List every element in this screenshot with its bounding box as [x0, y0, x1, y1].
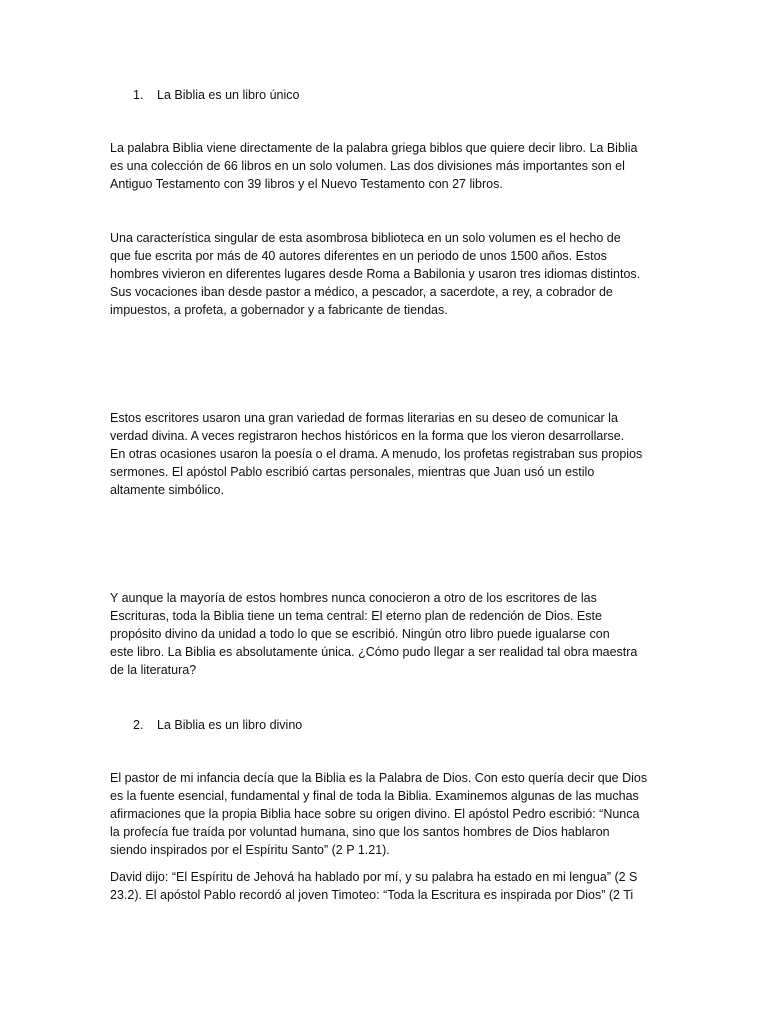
paragraph-line: afirmaciones que la propia Biblia hace sobre su origen divino. El apóstol Pedro escribió: “Nunca: [110, 807, 640, 821]
paragraph-line: 23.2). El apóstol Pablo recordó al joven Timoteo: “Toda la Escritura es inspirada por Dios” (2 Ti: [110, 888, 634, 902]
paragraph: [110, 229, 660, 319]
paragraph: [110, 769, 660, 859]
paragraph-line: Sus vocaciones iban desde pastor a médico, a pescador, a sacerdote, a rey, a cobrador de: [110, 285, 613, 299]
paragraph: [110, 139, 660, 193]
section-heading: [133, 86, 299, 104]
paragraph-line: que fue escrita por más de 40 autores diferentes en un periodo de unos 1500 años. Estos: [110, 249, 607, 263]
paragraph-line: Una característica singular de esta asombrosa biblioteca en un solo volumen es el hecho de: [110, 231, 621, 245]
paragraph-line: Escrituras, toda la Biblia tiene un tema central: El eterno plan de redención de Dios. Este: [110, 609, 602, 623]
paragraph: [110, 589, 660, 679]
section-title: La Biblia es un libro único: [157, 88, 300, 102]
paragraph-line: impuestos, a profeta, a gobernador y a fabricante de tiendas.: [110, 303, 448, 317]
paragraph-line: El pastor de mi infancia decía que la Biblia es la Palabra de Dios. Con esto quería decir que Dios: [110, 771, 648, 785]
paragraph-line: verdad divina. A veces registraron hechos históricos en la forma que los vieron desarrollarse.: [110, 429, 625, 443]
section-title: La Biblia es un libro divino: [157, 718, 303, 732]
paragraph-line: Estos escritores usaron una gran variedad de formas literarias en su deseo de comunicar la: [110, 411, 618, 425]
paragraph: [110, 868, 660, 904]
paragraph-line: En otras ocasiones usaron la poesía o el drama. A menudo, los profetas registraban sus propios: [110, 447, 643, 461]
paragraph: [110, 409, 660, 499]
paragraph-line: La palabra Biblia viene directamente de la palabra griega biblos que quiere decir libro. La Biblia: [110, 141, 638, 155]
paragraph-line: sermones. El apóstol Pablo escribió cartas personales, mientras que Juan usó un estilo: [110, 465, 595, 479]
paragraph-line: Y aunque la mayoría de estos hombres nunca conocieron a otro de los escritores de las: [110, 591, 597, 605]
paragraph-line: propósito divino da unidad a todo lo que se escribió. Ningún otro libro puede igualarse con: [110, 627, 610, 641]
paragraph-line: altamente simbólico.: [110, 483, 224, 497]
paragraph-line: de la literatura?: [110, 663, 197, 677]
section-number: 2.: [133, 718, 144, 732]
paragraph-line: hombres vivieron en diferentes lugares desde Roma a Babilonia y usaron tres idiomas distintos.: [110, 267, 641, 281]
paragraph-line: la profecía fue traída por voluntad humana, sino que los santos hombres de Dios hablaron: [110, 825, 610, 839]
paragraph-line: Antiguo Testamento con 39 libros y el Nuevo Testamento con 27 libros.: [110, 177, 503, 191]
paragraph-line: es la fuente esencial, fundamental y final de toda la Biblia. Examinemos algunas de las muchas: [110, 789, 639, 803]
paragraph-line: este libro. La Biblia es absolutamente única. ¿Cómo pudo llegar a ser realidad tal obra maestra: [110, 645, 638, 659]
paragraph-line: David dijo: “El Espíritu de Jehová ha hablado por mí, y su palabra ha estado en mi lengua” (2 S: [110, 870, 638, 884]
paragraph-line: siendo inspirados por el Espíritu Santo” (2 P 1.21).: [110, 843, 390, 857]
paragraph-line: es una colección de 66 libros en un solo volumen. Las dos divisiones más importantes son el: [110, 159, 625, 173]
section-number: 1.: [133, 88, 144, 102]
section-heading: [133, 716, 302, 734]
